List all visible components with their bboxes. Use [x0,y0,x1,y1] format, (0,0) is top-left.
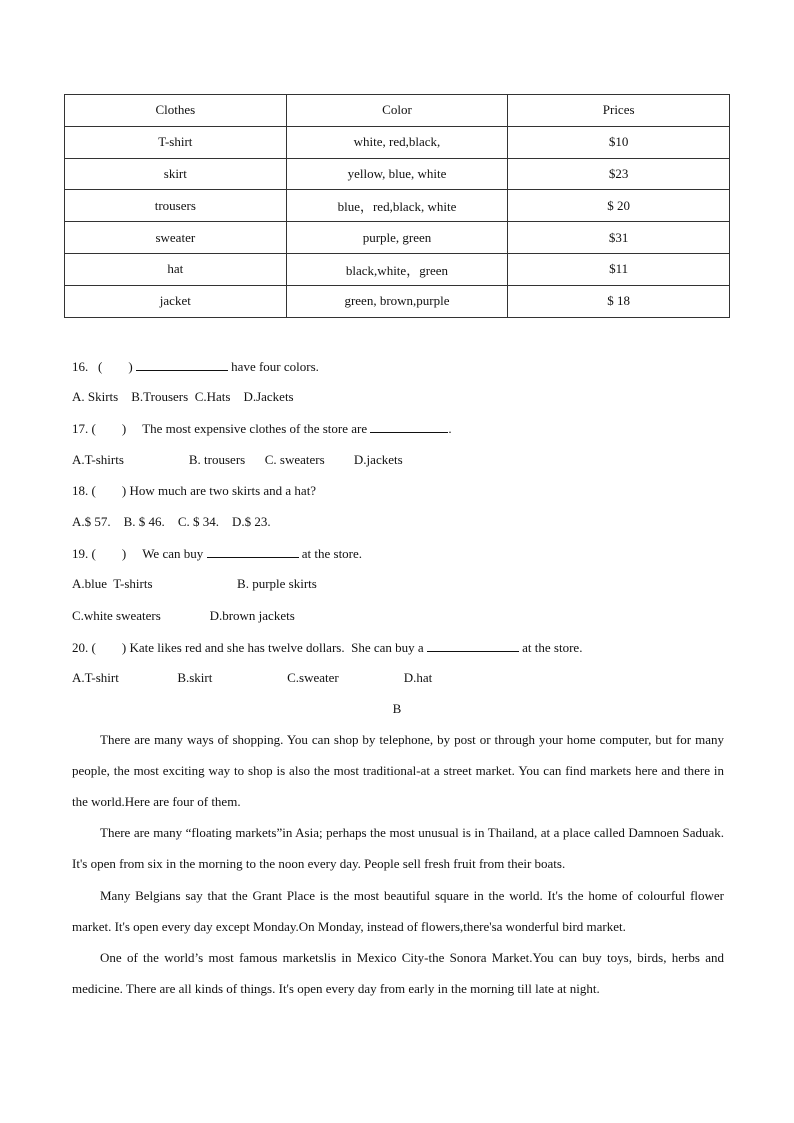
cell-clothes: trousers [65,190,287,222]
passage-paragraph-2: There are many “floating markets”in Asia; perhaps the most unusual is in Thailand, at a place called Damnoen Saduak. It's open from six in the morning to the noon every day. People sell fresh fruit from their boats. [72,825,724,872]
table-row [65,158,730,190]
cell-color: yellow, blue, white [286,158,508,190]
answer-blank [136,358,228,371]
answer-paren: ) [121,546,127,561]
option: A.blue T-shirts [72,576,153,591]
cell-clothes: sweater [65,222,287,254]
option: B. purple skirts [237,576,317,591]
section-label: B [392,701,402,716]
cell-color: white, red,black, [286,126,508,158]
option: B.Trousers [131,389,189,404]
cell-price: $11 [508,253,730,285]
options-18 [72,514,271,530]
header-color: Color [286,95,508,127]
option: B. $ 46. [123,514,165,529]
question-end: at the store. [522,640,583,655]
option: C.Hats [194,389,231,404]
header-clothes: Clothes [65,95,287,127]
option: B.skirt [177,670,213,685]
answer-paren: ( ) [98,359,133,374]
question-number: 20. ( [72,640,96,655]
answer-blank [207,545,299,558]
cell-price: $31 [508,222,730,254]
option: A.$ 57. [72,514,111,529]
option: C. sweaters [264,452,325,467]
option: C.sweater [287,670,339,685]
cell-price: $ 18 [508,285,730,317]
question-text: The most expensive clothes of the store are [142,421,368,436]
option: D.jackets [353,452,403,467]
answer-paren: ) [121,640,127,655]
cell-clothes: skirt [65,158,287,190]
option: A.T-shirt [72,670,119,685]
question-19 [72,545,362,562]
option: D.$ 23. [231,514,271,529]
table-row [65,222,730,254]
cell-color: black,white，green [286,253,508,285]
table-header-row [65,95,730,127]
answer-paren: ) [121,421,127,436]
question-number: 18. ( [72,483,96,498]
cell-color: purple, green [286,222,508,254]
question-number: 19. ( [72,546,96,561]
question-text: How much are two skirts and a hat? [129,483,317,498]
option: D.Jackets [243,389,294,404]
cell-clothes: jacket [65,285,287,317]
question-16 [72,358,319,375]
cell-price: $ 20 [508,190,730,222]
question-text: Kate likes red and she has twelve dollars. She can buy a [129,640,424,655]
question-number: 17. ( [72,421,96,436]
cell-clothes: T-shirt [65,126,287,158]
question-17 [72,420,452,437]
header-prices: Prices [508,95,730,127]
question-text: have four colors. [231,359,319,374]
cell-color: green, brown,purple [286,285,508,317]
cell-color: blue，red,black, white [286,190,508,222]
table-row [65,126,730,158]
answer-blank [427,639,519,652]
options-19b [72,608,295,624]
option: D.hat [403,670,433,685]
answer-paren: ) [121,483,127,498]
question-18 [72,483,316,499]
option: B. trousers [188,452,246,467]
answer-blank [370,420,448,433]
question-end: at the store. [301,546,363,561]
cell-clothes: hat [65,253,287,285]
price-table [64,94,730,318]
question-end: . [448,421,452,436]
options-17 [72,452,403,468]
option: C. $ 34. [177,514,219,529]
cell-price: $10 [508,126,730,158]
option: A.T-shirts [72,452,124,467]
passage-paragraph-1: There are many ways of shopping. You can shop by telephone, by post or through your home computer, but for many people, the most exciting way to shop is also the most traditional-at a street market. You can find markets here and there in the world.Here are four of them. [72,732,724,810]
cell-price: $23 [508,158,730,190]
table-row [65,285,730,317]
question-20 [72,639,582,656]
passage-paragraph-4: One of the world’s most famous marketslis in Mexico City-the Sonora Market.You can buy toys, birds, herbs and medicine. There are all kinds of things. It's open every day from early in the morning till late at night. [72,950,724,997]
options-20 [72,670,432,686]
passage-paragraph-3: Many Belgians say that the Grant Place is the most beautiful square in the world. It's the home of colourful flower market. It's open every day except Monday.On Monday, instead of flowers,there'sa wonderful bird market. [72,888,724,935]
table-row [65,253,730,285]
options-19a [72,576,317,592]
table-row [65,190,730,222]
question-text: We can buy [142,546,204,561]
option: C.white sweaters [72,608,161,623]
option: D.brown jackets [209,608,295,623]
question-number: 16. [72,359,89,374]
options-16 [72,389,294,405]
option: A. Skirts [72,389,119,404]
